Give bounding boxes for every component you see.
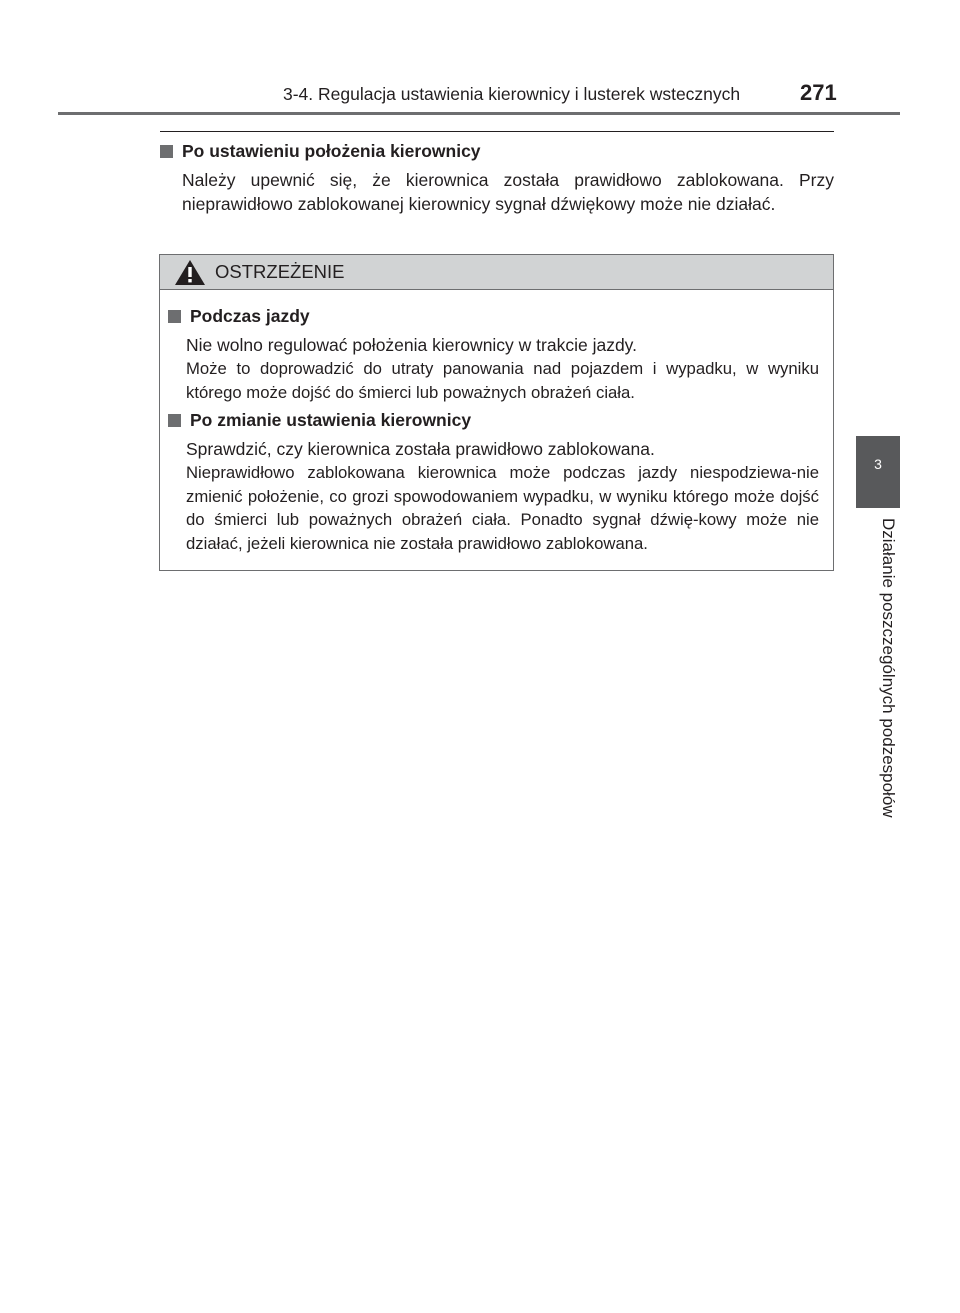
- header-divider: [58, 112, 900, 115]
- page-number: 271: [800, 80, 837, 105]
- section-divider: [160, 131, 834, 132]
- square-bullet-icon: [160, 145, 173, 158]
- chapter-number: 3: [874, 456, 882, 472]
- warning-item-heading-text: Podczas jazdy: [190, 306, 310, 326]
- warning-item-paragraph: Sprawdzić, czy kierownica została prawidłowo zablokowana.: [186, 439, 655, 459]
- square-bullet-icon: [168, 310, 181, 323]
- warning-header: [160, 255, 833, 290]
- warning-item-heading: [168, 410, 471, 431]
- warning-box: [159, 254, 834, 571]
- header-title: 3-4. Regulacja ustawienia kierownicy i lusterek wstecznych: [283, 84, 741, 104]
- warning-item-paragraph: Nie wolno regulować położenia kierownicy w trakcie jazdy.: [186, 335, 637, 355]
- warning-title: OSTRZEŻENIE: [215, 261, 345, 282]
- warning-item-heading: [168, 306, 310, 327]
- section-heading: [160, 141, 481, 162]
- chapter-title: Działanie poszczególnych podzespołów: [879, 518, 898, 818]
- warning-item-paragraph: Może to doprowadzić do utraty panowania nad pojazdem i wypadku, w wyniku którego może dojść do śmierci lub poważnych obrażeń ciała.: [186, 359, 819, 402]
- section-heading-text: Po ustawieniu położenia kierownicy: [182, 141, 481, 161]
- warning-item-paragraph: Nieprawidłowo zablokowana kierownica może podczas jazdy niespodziewa-nie zmienić położenie, co grozi spowodowaniem wypadku, w wyniku którego może dojść do śmierci lub poważnych obrażeń ciała. Ponadto sygnał dźwię-kowy może nie działać, jeżeli kierownica nie została prawidłowo zablokowana.: [186, 463, 819, 553]
- section-paragraph: Należy upewnić się, że kierownica została prawidłowo zablokowana. Przy nieprawidłowo zablokowanej kierownicy sygnał dźwiękowy może nie działać.: [182, 170, 834, 214]
- warning-triangle-icon: [174, 259, 206, 291]
- square-bullet-icon: [168, 414, 181, 427]
- chapter-tab: [856, 436, 900, 508]
- warning-item-heading-text: Po zmianie ustawienia kierownicy: [190, 410, 472, 430]
